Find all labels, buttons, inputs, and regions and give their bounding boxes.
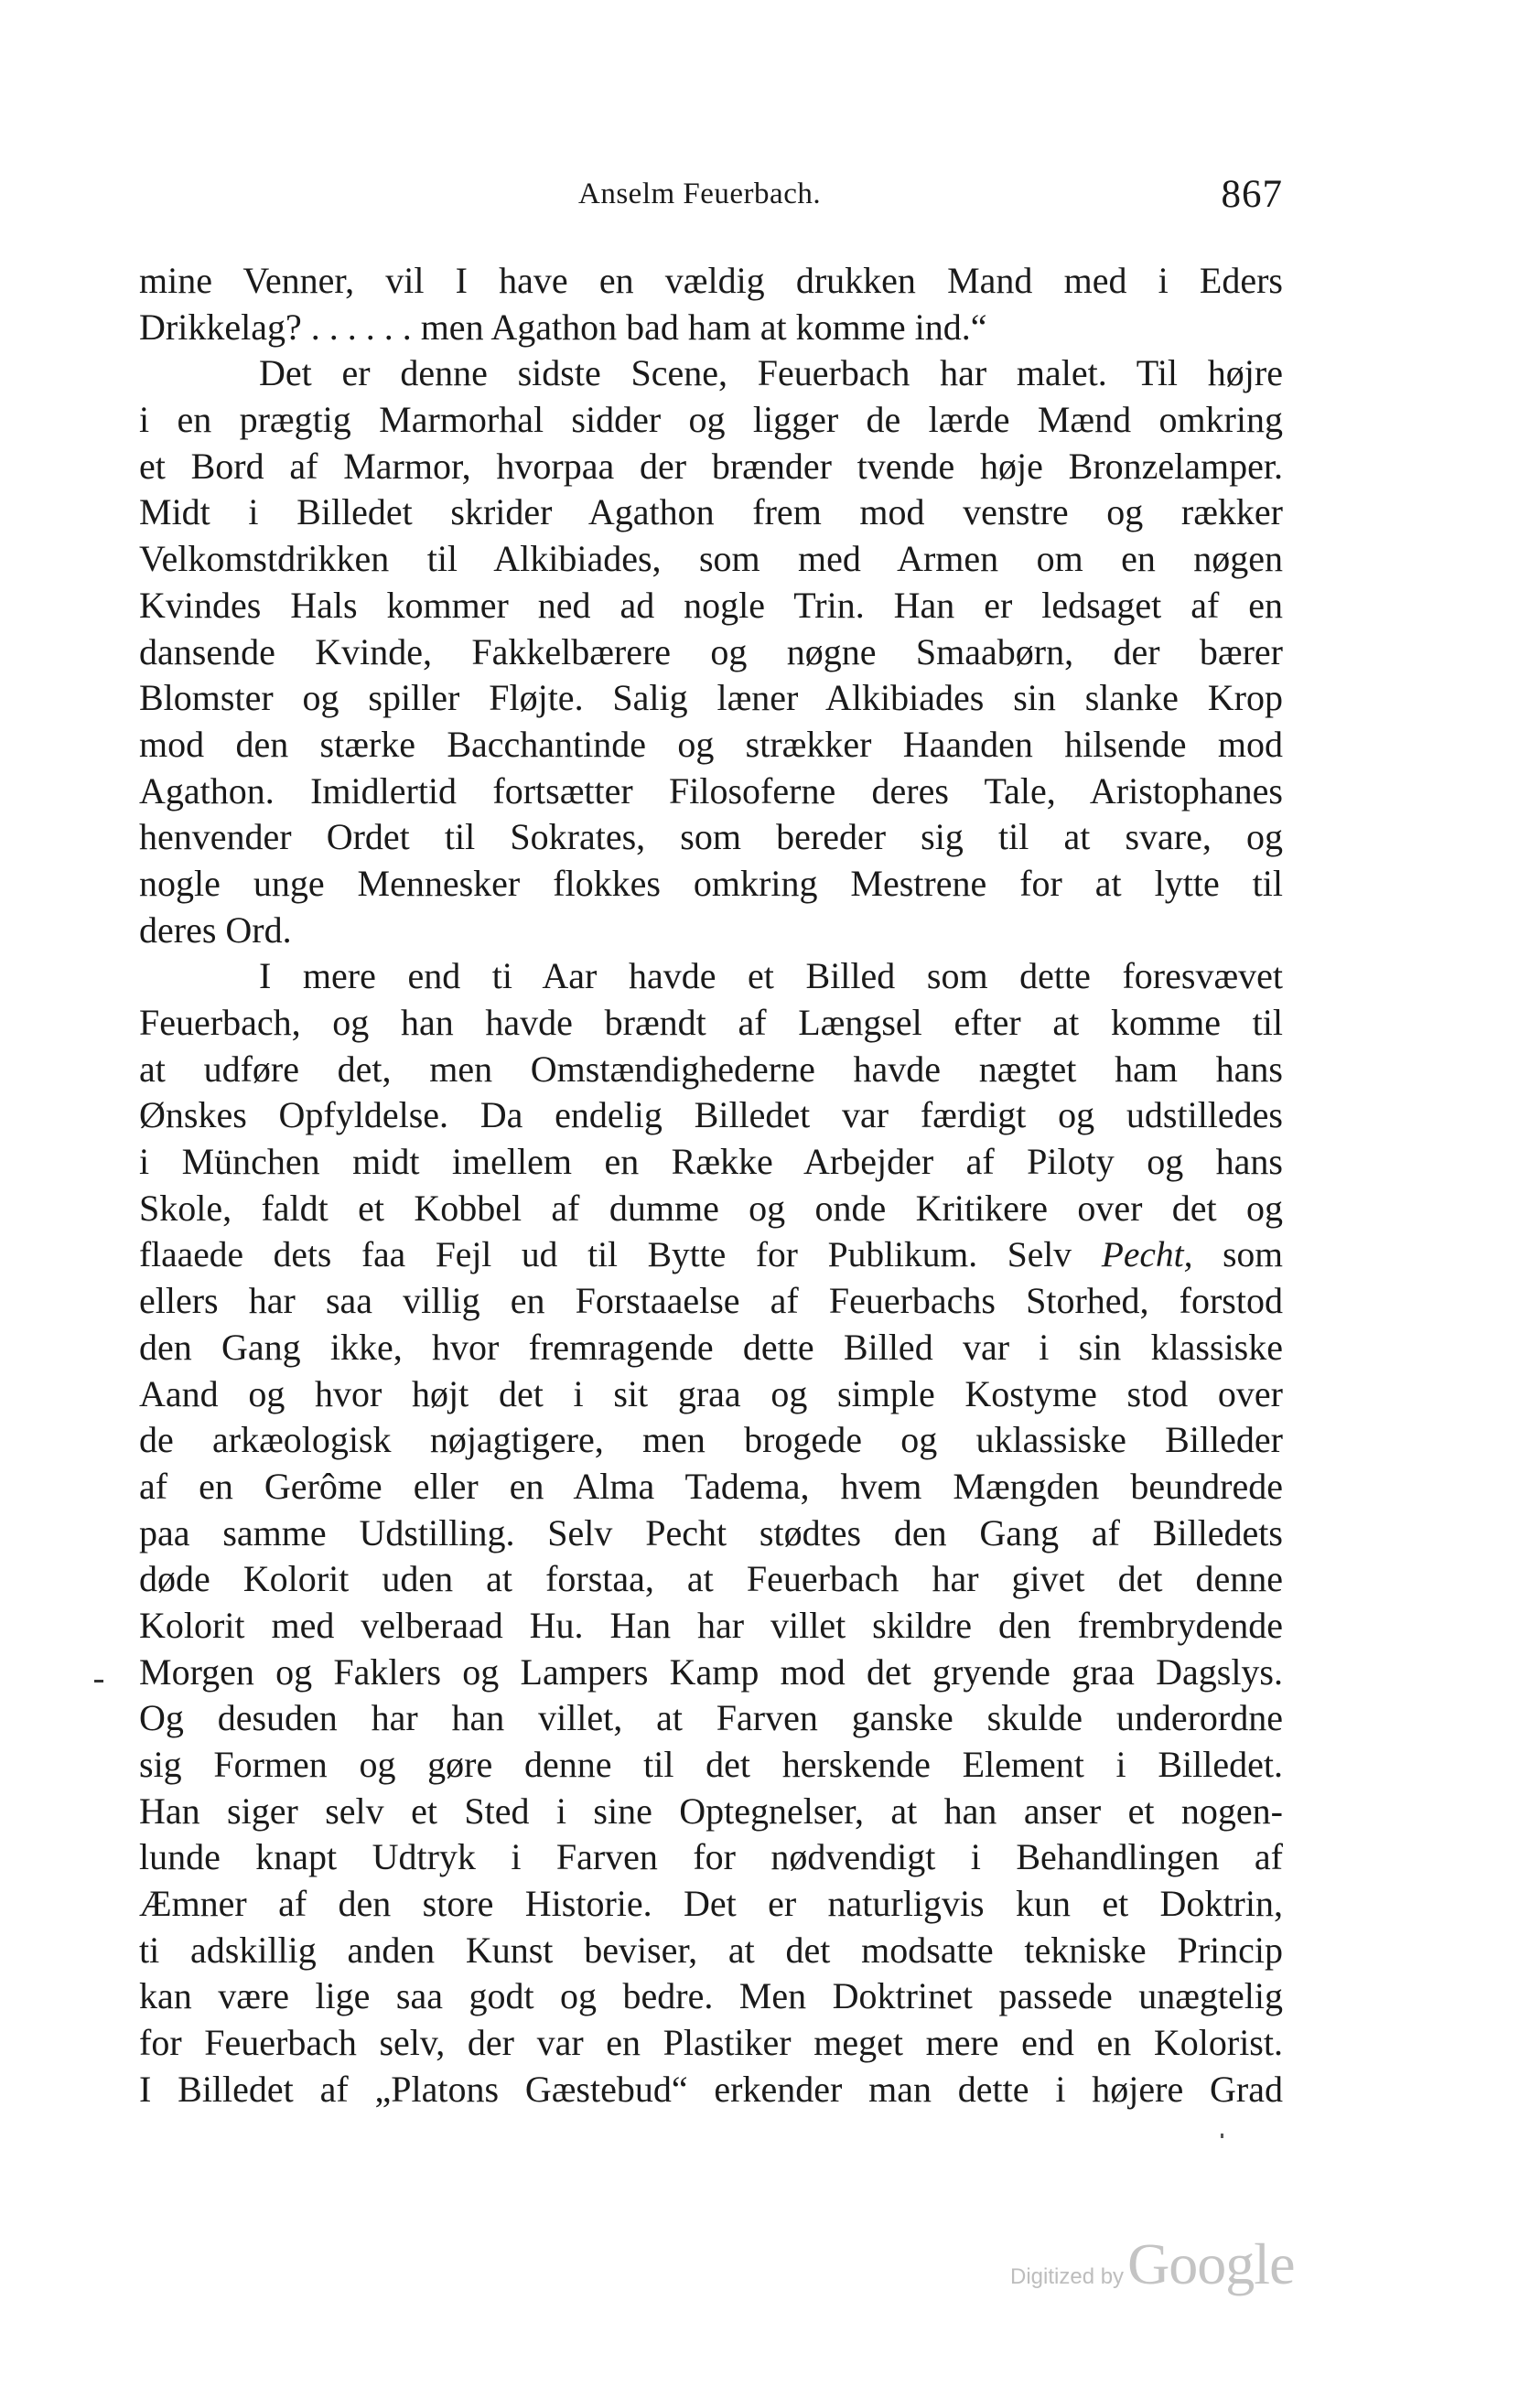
text-segment: som	[1192, 1234, 1283, 1275]
text-line: Morgen og Faklers og Lampers Kamp mod det gryende graa Dagslys.	[139, 1650, 1283, 1693]
page-number: 867	[1221, 173, 1283, 216]
body-text	[139, 258, 1283, 2113]
digitized-watermark	[1010, 2231, 1294, 2304]
text-line: lunde knapt Udtryk i Farven for nødvendigt i Behandlingen af	[139, 1836, 1283, 1878]
text-line: mine Venner, vil I have en vældig drukken Mand med i Eders	[139, 260, 1283, 301]
text-line: Agathon. Imidlertid fortsætter Filosoferne deres Tale, Aristophanes	[139, 769, 1283, 812]
text-line: Og desuden har han villet, at Farven ganske skulde underordne	[139, 1697, 1283, 1739]
text-line: de arkæologisk nøjagtigere, men brogede og uklassiske Billeder	[139, 1419, 1283, 1461]
text-line: Det er denne sidste Scene, Feuerbach har malet. Til højre	[259, 352, 1283, 394]
text-line: I Billedet af „Platons Gæstebud“ erkender man dette i højere Grad	[139, 2068, 1283, 2110]
text-line: Blomster og spiller Fløjte. Salig læner Alkibiades sin slanke Krop	[139, 677, 1283, 719]
text-line: Aand og hvor højt det i sit graa og simple Kostyme stod over	[139, 1372, 1283, 1414]
text-line: Drikkelag? . . . . . . men Agathon bad ham at komme ind.“	[139, 306, 987, 348]
text-line: Han siger selv et Sted i sine Optegnelser, at han anser et nogen-	[139, 1790, 1283, 1832]
text-line: henvender Ordet til Sokrates, som bereder sig til at svare, og	[139, 816, 1283, 858]
text-line: Kvindes Hals kommer ned ad nogle Trin. Han er ledsaget af en	[139, 584, 1283, 626]
text-line: dansende Kvinde, Fakkelbærere og nøgne Smaabørn, der bærer	[139, 630, 1283, 672]
text-line: sig Formen og gøre denne til det herskende Element i Billedet.	[139, 1744, 1283, 1785]
text-line: af en Gerôme eller en Alma Tadema, hvem Mængden beundrede	[139, 1465, 1283, 1507]
text-line: Skole, faldt et Kobbel af dumme og onde Kritikere over det og	[139, 1187, 1283, 1229]
text-line: ellers har saa villig en Forstaaelse af Feuerbachs Storhed, forstod	[139, 1280, 1283, 1322]
text-line: I mere end ti Aar havde et Billed som dette foresvævet	[259, 955, 1283, 997]
text-line: den Gang ikke, hvor fremragende dette Billed var i sin klassiske	[139, 1326, 1283, 1368]
text-line: i München midt imellem en Række Arbejder af Piloty og hans	[139, 1141, 1283, 1183]
text-line: Ønskes Opfyldelse. Da endelig Billedet var færdigt og udstilledes	[139, 1094, 1283, 1136]
text-line: at udføre det, men Omstændighederne havde nægtet ham hans	[139, 1048, 1283, 1090]
text-line: Feuerbach, og han havde brændt af Længsel efter at komme til	[139, 1002, 1283, 1043]
page-header	[139, 172, 1283, 227]
google-logo: Google	[1127, 2231, 1295, 2296]
text-line: Midt i Billedet skrider Agathon frem mod venstre og rækker	[139, 491, 1283, 533]
text-line: ti adskillig anden Kunst beviser, at det modsatte tekniske Princip	[139, 1929, 1283, 1971]
watermark-prefix: Digitized by	[1010, 2264, 1125, 2289]
text-segment: flaaede dets faa Fejl ud til Bytte for Publikum. Selv	[139, 1234, 1102, 1275]
text-line: deres Ord.	[139, 908, 292, 951]
text-line: døde Kolorit uden at forstaa, at Feuerbach har givet det denne	[139, 1558, 1283, 1600]
stray-ink-mark	[1221, 2134, 1223, 2138]
text-line: kan være lige saa godt og bedre. Men Doktrinet passede unægtelig	[139, 1975, 1283, 2017]
running-title: Anselm Feuerbach.	[578, 177, 822, 210]
text-line: mod den stærke Bacchantinde og strækker Haanden hilsende mod	[139, 723, 1283, 765]
text-line: for Feuerbach selv, der var en Plastiker meget mere end en Kolorist.	[139, 2022, 1283, 2064]
text-line: nogle unge Mennesker flokkes omkring Mestrene for at lytte til	[139, 862, 1283, 904]
text-line: Velkomstdrikken til Alkibiades, som med Armen om en nøgen	[139, 538, 1283, 580]
text-line: i en prægtig Marmorhal sidder og ligger de lærde Mænd omkring	[139, 399, 1283, 441]
text-line	[139, 1231, 1283, 1278]
margin-dash-mark	[94, 1680, 103, 1682]
text-line: et Bord af Marmor, hvorpaa der brænder tvende høje Bronzelamper.	[139, 445, 1283, 487]
text-line: Kolorit med velberaad Hu. Han har villet skildre den frembrydende	[139, 1604, 1283, 1646]
italic-name: Pecht,	[1101, 1234, 1193, 1275]
text-line: paa samme Udstilling. Selv Pecht stødtes den Gang af Billedets	[139, 1511, 1283, 1553]
text-line: Æmner af den store Historie. Det er naturligvis kun et Doktrin,	[139, 1883, 1283, 1925]
